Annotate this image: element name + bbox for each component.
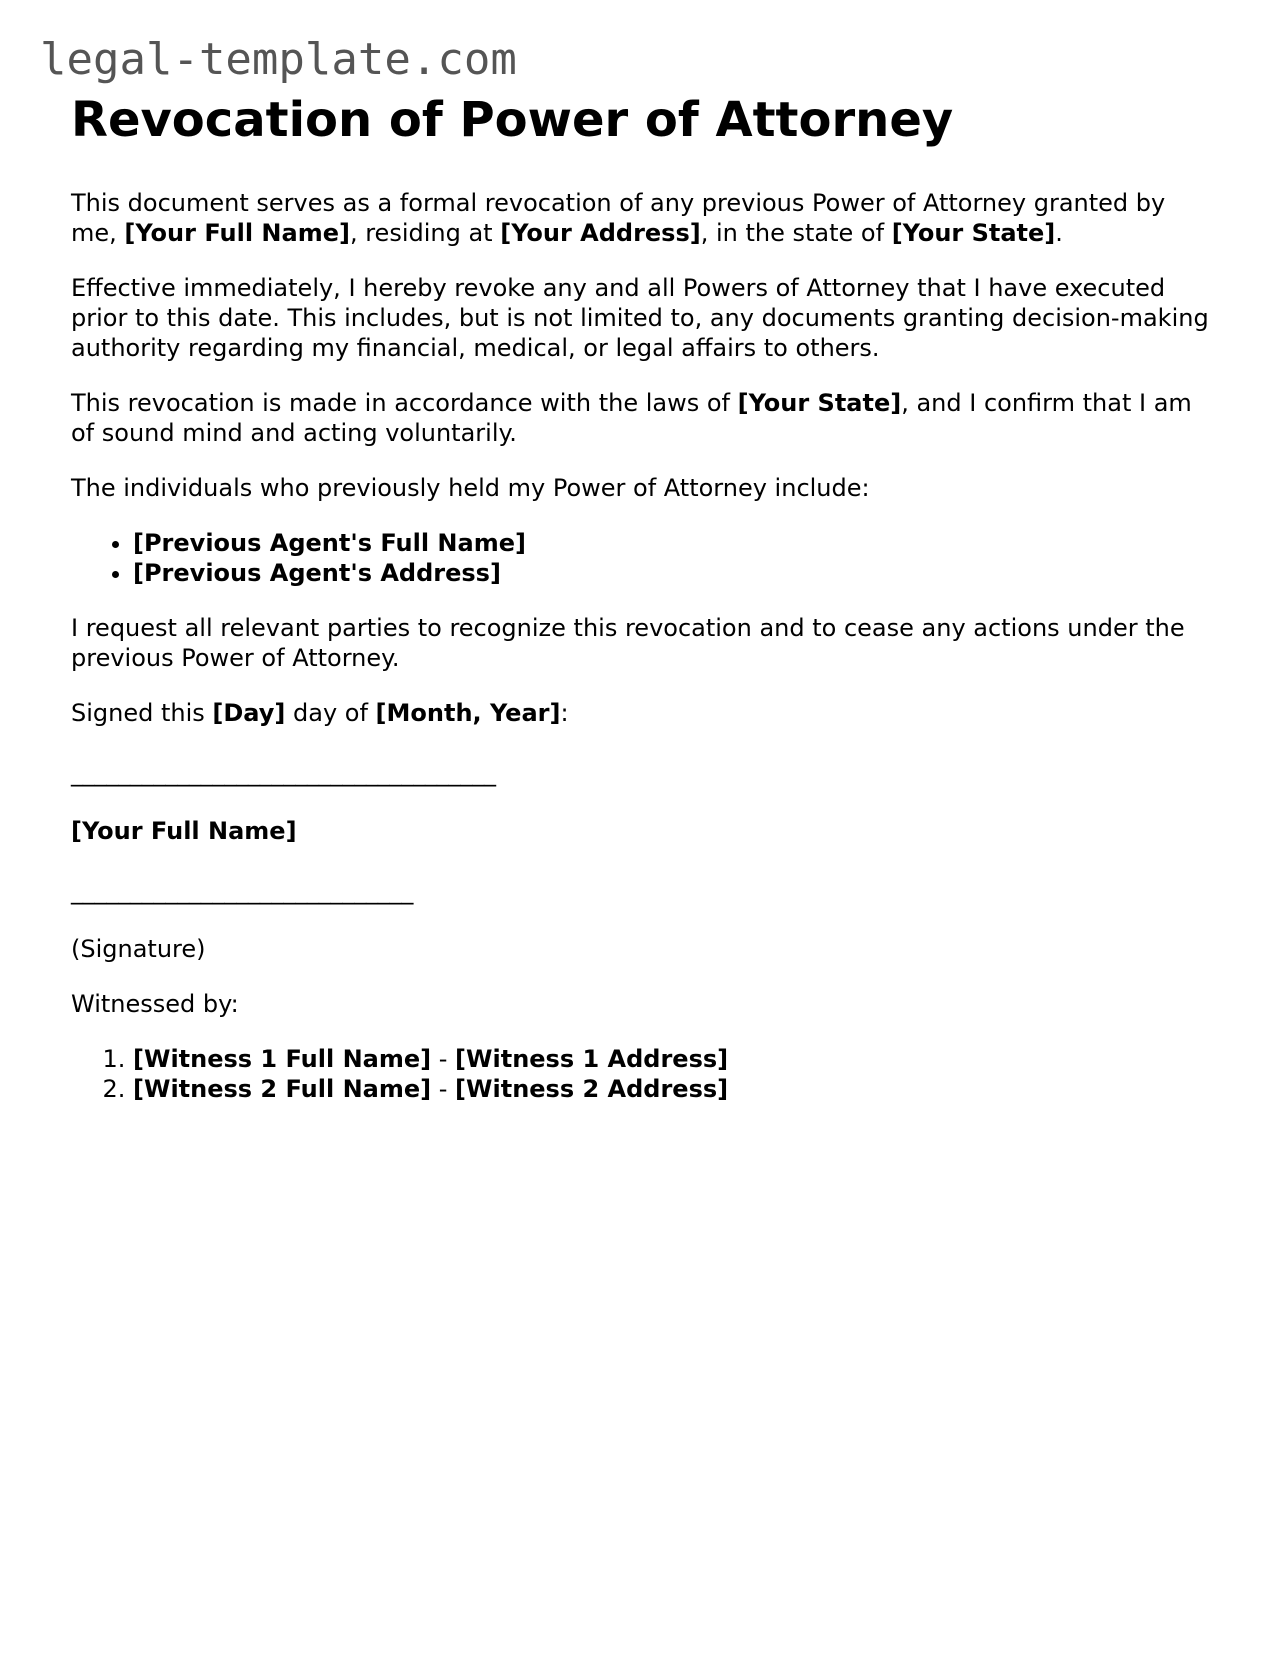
signature-line: _____________________________	[71, 877, 414, 905]
list-item	[133, 558, 1211, 588]
witness-name: [Witness 1 Full Name]	[133, 1045, 432, 1073]
agents-list	[71, 528, 1211, 588]
signature-label: (Signature)	[71, 935, 206, 963]
intro-text-4: .	[1055, 219, 1063, 247]
witness-address: [Witness 2 Address]	[455, 1075, 729, 1103]
laws-text-1: This revocation is made in accordance with the laws of	[71, 389, 738, 417]
witnessed-by-label: Witnessed by:	[71, 990, 239, 1018]
list-item	[133, 1044, 1211, 1074]
intro-state-placeholder: [Your State]	[891, 219, 1056, 247]
witness-list	[71, 1044, 1211, 1104]
intro-text-3: , in the state of	[700, 219, 892, 247]
full-name-placeholder: [Your Full Name]	[71, 817, 297, 845]
name-signature-line: ____________________________________	[71, 759, 496, 787]
intro-paragraph	[71, 188, 1211, 248]
signed-text-2: day of	[285, 699, 376, 727]
laws-text-2: , and I confirm that I am of sound mind and acting voluntarily.	[71, 389, 1192, 447]
full-name-label	[71, 816, 1211, 846]
list-item	[133, 528, 1211, 558]
laws-state-placeholder: [Your State]	[737, 389, 902, 417]
laws-paragraph	[71, 388, 1211, 448]
signed-text-3: :	[560, 699, 569, 727]
intro-name-placeholder: [Your Full Name]	[124, 219, 350, 247]
agent-name-placeholder: [Previous Agent's Full Name]	[133, 529, 526, 557]
agent-address-placeholder: [Previous Agent's Address]	[133, 559, 501, 587]
witness-separator: -	[431, 1045, 456, 1073]
signed-date-line	[71, 698, 1211, 728]
witness-address: [Witness 1 Address]	[455, 1045, 729, 1073]
intro-text-1: This document serves as a formal revocation of any previous Power of Attorney granted by me,	[71, 189, 1166, 247]
signed-text-1: Signed this	[71, 699, 213, 727]
witness-name: [Witness 2 Full Name]	[133, 1075, 432, 1103]
intro-text-2: , residing at	[349, 219, 501, 247]
day-placeholder: [Day]	[212, 699, 286, 727]
agents-intro-paragraph: The individuals who previously held my Power of Attorney include:	[71, 474, 870, 502]
page-title: Revocation of Power of Attorney	[71, 92, 954, 148]
list-item	[133, 1074, 1211, 1104]
revocation-paragraph: Effective immediately, I hereby revoke any and all Powers of Attorney that I have executed prior to this date. This includes, but is not limited to, any documents granting decision-making authority regarding my financial, medical, or legal affairs to others.	[71, 274, 1209, 362]
intro-address-placeholder: [Your Address]	[500, 219, 701, 247]
witness-separator: -	[431, 1075, 456, 1103]
document-body	[71, 88, 1211, 1129]
request-paragraph: I request all relevant parties to recognize this revocation and to cease any actions under the previous Power of Attorney.	[71, 614, 1185, 672]
site-watermark: legal-template.com	[40, 34, 517, 85]
month-year-placeholder: [Month, Year]	[375, 699, 561, 727]
